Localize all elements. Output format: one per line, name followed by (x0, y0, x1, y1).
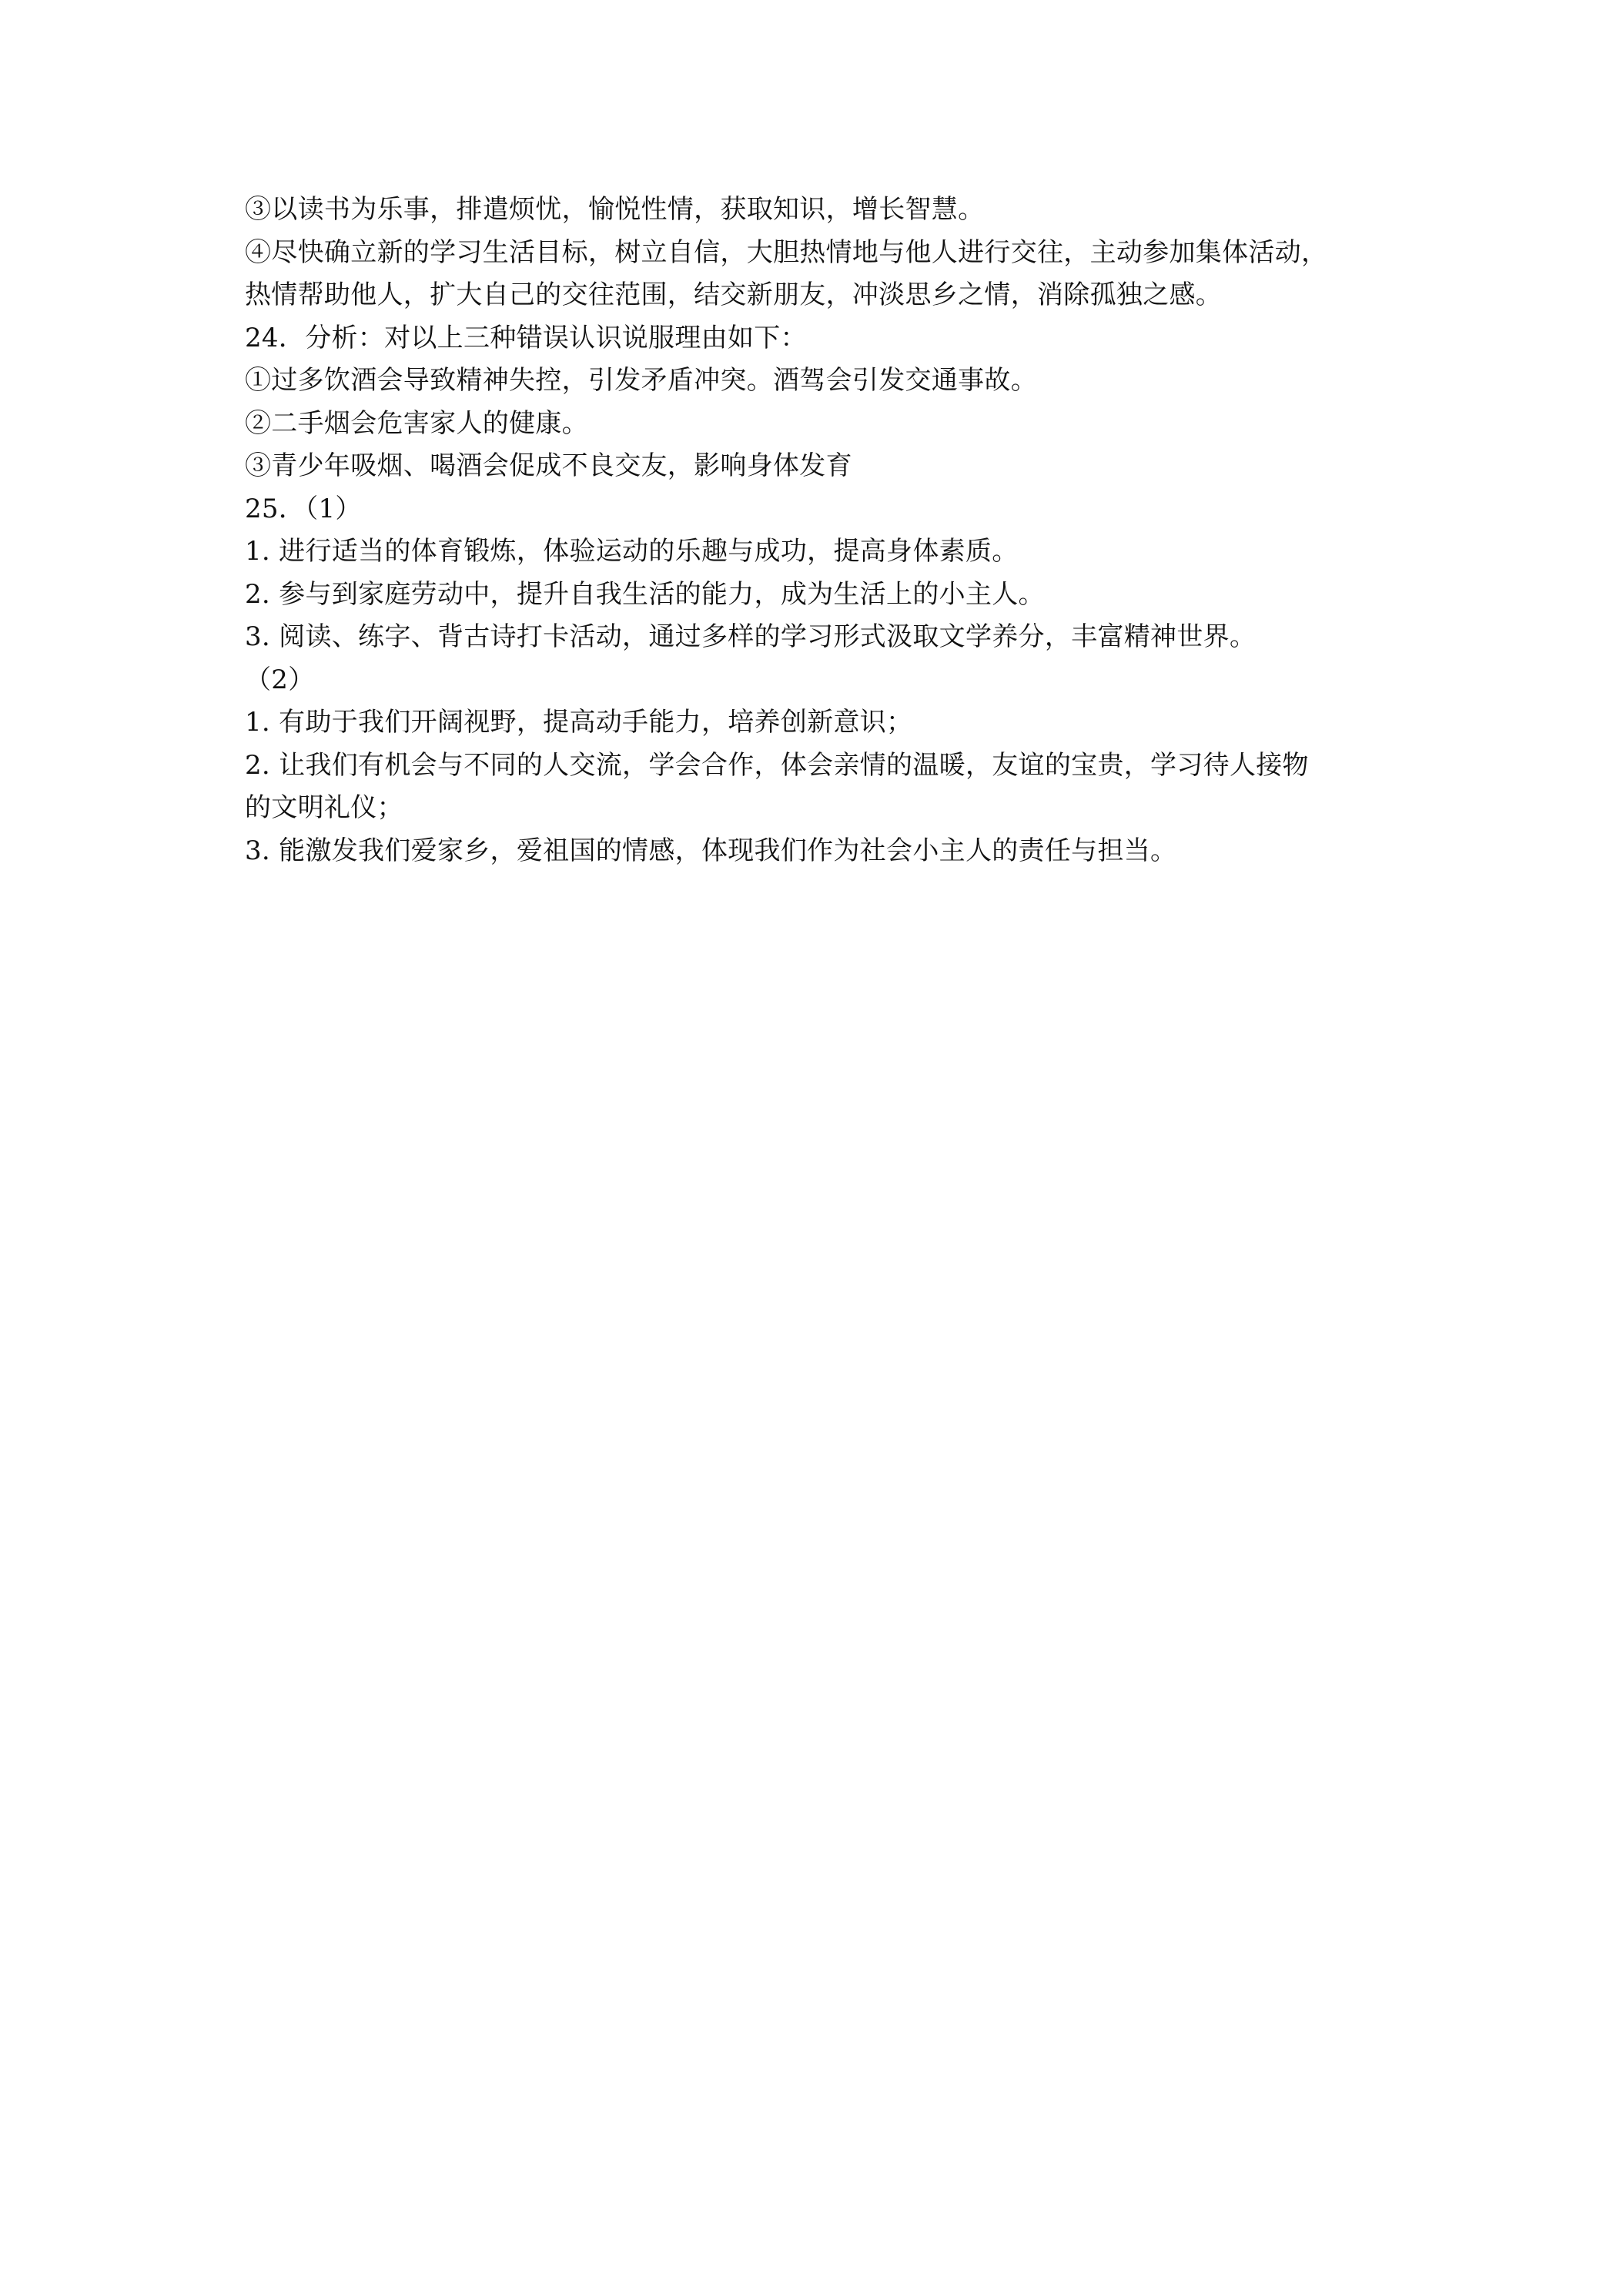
text-line: 热情帮助他人，扩大自己的交往范围，结交新朋友，冲淡思乡之情，消除孤独之感。 (245, 279, 1223, 310)
text-line: ③青少年吸烟、喝酒会促成不良交友，影响身体发育 (245, 450, 852, 481)
sub-question-2-heading: （2） (245, 664, 315, 695)
text-line: 1. 进行适当的体育锻炼，体验运动的乐趣与成功，提高身体素质。 (245, 536, 1019, 567)
text-line: 3. 能激发我们爱家乡，爱祖国的情感，体现我们作为社会小主人的责任与担当。 (245, 835, 1177, 866)
text-line: 2. 让我们有机会与不同的人交流，学会合作，体会亲情的温暖，友谊的宝贵，学习待人接物 (245, 749, 1309, 781)
text-line: ③以读书为乐事，排遣烦忧，愉悦性情，获取知识，增长智慧。 (245, 194, 985, 225)
text-line: 1. 有助于我们开阔视野，提高动手能力，培养创新意识； (245, 707, 913, 738)
text-line: ①过多饮酒会导致精神失控，引发矛盾冲突。酒驾会引发交通事故。 (245, 365, 1037, 396)
text-line: ④尽快确立新的学习生活目标，树立自信，大胆热情地与他人进行交往，主动参加集体活动， (245, 236, 1328, 268)
text-line: 2. 参与到家庭劳动中，提升自我生活的能力，成为生活上的小主人。 (245, 578, 1045, 610)
question-25-heading: 25．（1） (245, 493, 362, 524)
question-24-heading: 24．分析：对以上三种错误认识说服理由如下： (245, 322, 807, 353)
text-line: 的文明礼仪； (245, 792, 403, 823)
text-line: 3. 阅读、练字、背古诗打卡活动，通过多样的学习形式汲取文学养分，丰富精神世界。 (245, 621, 1257, 652)
answer-text-block (245, 189, 1400, 872)
text-line: ②二手烟会危害家人的健康。 (245, 407, 588, 439)
